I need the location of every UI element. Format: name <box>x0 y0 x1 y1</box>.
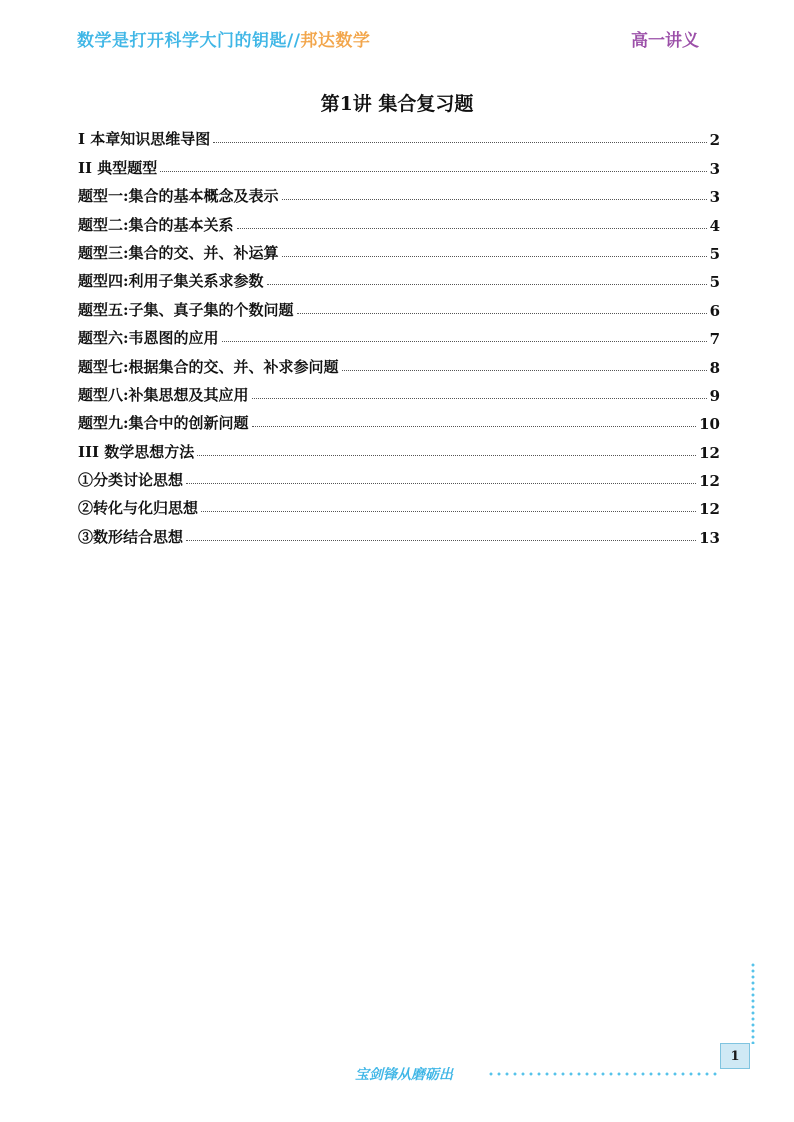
toc-entry-page: 5 <box>709 273 720 292</box>
toc-entry-page: 8 <box>709 358 720 377</box>
toc-entry[interactable] <box>78 462 720 490</box>
footer-motto: 宝剑锋从磨砺出 <box>355 1067 453 1083</box>
toc-entry[interactable] <box>78 320 720 348</box>
toc-entry[interactable] <box>78 149 720 177</box>
toc-entry-page: 9 <box>709 386 720 405</box>
table-of-contents <box>78 121 720 547</box>
page-number: 1 <box>720 1043 750 1069</box>
toc-entry-text: II 典型题型 <box>78 158 158 177</box>
toc-entry[interactable] <box>78 405 720 433</box>
toc-entry[interactable] <box>78 206 720 234</box>
toc-leader <box>186 483 696 484</box>
header-motto <box>77 26 370 51</box>
toc-entry-page: 6 <box>709 301 720 320</box>
toc-entry[interactable] <box>78 121 720 149</box>
toc-entry-text: 题型一:集合的基本概念及表示 <box>78 187 279 206</box>
toc-entry[interactable] <box>78 518 720 546</box>
toc-entry-text: 题型七:根据集合的交、并、补求参问题 <box>78 357 339 376</box>
toc-entry-page: 2 <box>709 131 720 150</box>
toc-entry-page: 12 <box>699 472 720 491</box>
toc-entry-page: 12 <box>699 500 720 519</box>
toc-leader <box>252 426 697 427</box>
toc-entry-text: ③数形结合思想 <box>78 527 184 546</box>
toc-entry-text: 题型五:子集、真子集的个数问题 <box>78 300 294 319</box>
toc-leader <box>282 256 707 257</box>
toc-leader <box>282 199 707 200</box>
page-title: 第1讲 集合复习题 <box>320 93 474 115</box>
toc-entry-text: ①分类讨论思想 <box>78 471 184 490</box>
toc-leader <box>197 455 696 456</box>
toc-entry-page: 5 <box>709 244 720 263</box>
toc-entry-text: 题型八:补集思想及其应用 <box>78 385 249 404</box>
toc-entry[interactable] <box>78 235 720 263</box>
toc-entry[interactable] <box>78 433 720 461</box>
toc-entry[interactable] <box>78 348 720 376</box>
toc-leader <box>342 370 707 371</box>
toc-entry[interactable] <box>78 291 720 319</box>
toc-leader <box>237 228 707 229</box>
decorative-dotted-line-horizontal <box>487 1072 720 1076</box>
toc-leader <box>252 398 707 399</box>
header-brand: 邦达数学 <box>300 31 371 51</box>
toc-entry-page: 3 <box>709 159 720 178</box>
toc-entry-text: ②转化与化归思想 <box>78 499 199 518</box>
toc-leader <box>201 511 696 512</box>
toc-entry-text: 题型四:利用子集关系求参数 <box>78 272 264 291</box>
toc-entry-text: I 本章知识思维导图 <box>78 130 211 149</box>
toc-entry-page: 13 <box>699 528 720 547</box>
toc-entry[interactable] <box>78 178 720 206</box>
toc-entry[interactable] <box>78 377 720 405</box>
toc-leader <box>186 540 696 541</box>
toc-entry-text: 题型九:集合中的创新问题 <box>78 414 249 433</box>
toc-entry-text: 题型二:集合的基本关系 <box>78 215 234 234</box>
toc-entry-page: 12 <box>699 443 720 462</box>
toc-entry-text: III 数学思想方法 <box>78 442 195 461</box>
toc-leader <box>213 142 706 143</box>
header-motto-part1: 数学是打开科学大门的钥匙// <box>77 31 301 51</box>
decorative-dotted-line-vertical <box>751 962 755 1044</box>
toc-leader <box>222 341 707 342</box>
header-course: 高一讲义 <box>631 31 699 51</box>
toc-leader <box>297 313 707 314</box>
toc-entry-text: 题型六:韦恩图的应用 <box>78 329 219 348</box>
toc-entry-page: 4 <box>709 216 720 235</box>
toc-leader <box>267 284 707 285</box>
toc-entry-page: 10 <box>699 415 720 434</box>
toc-leader <box>160 171 706 172</box>
toc-entry-page: 3 <box>709 188 720 207</box>
toc-entry-page: 7 <box>709 330 720 349</box>
toc-entry[interactable] <box>78 263 720 291</box>
toc-entry[interactable] <box>78 490 720 518</box>
toc-entry-text: 题型三:集合的交、并、补运算 <box>78 243 279 262</box>
